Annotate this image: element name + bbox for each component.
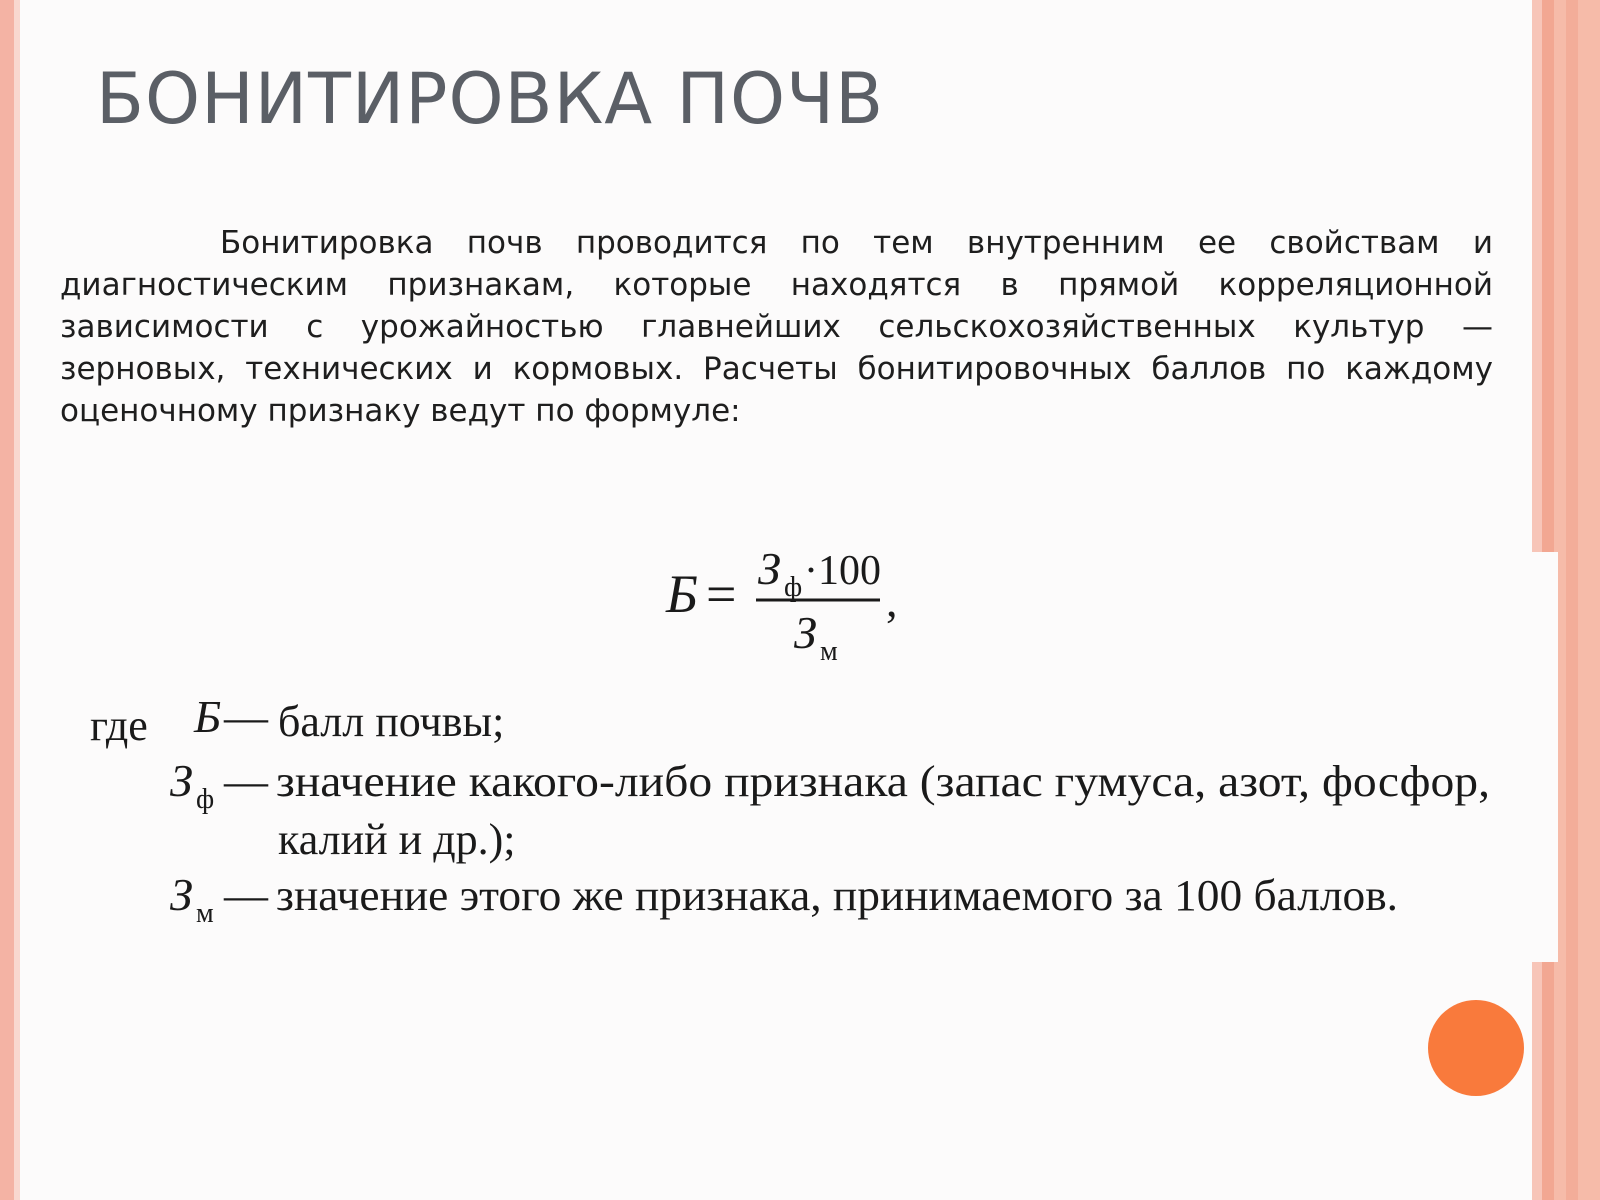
formula-numerator-sub: ф: [784, 572, 803, 603]
right-decor-stripe: [1566, 0, 1578, 1200]
legend-dash: —: [224, 757, 268, 806]
legend-dash: —: [224, 693, 268, 742]
legend-text: значение какого-либо признака (запас гумуса, азот, фосфор,: [276, 757, 1490, 806]
formula-lhs: Б: [666, 564, 698, 624]
formula-numerator-symbol: З: [758, 543, 781, 594]
legend-text-continued: калий и др.);: [278, 815, 516, 864]
legend-text: значение этого же признака, принимаемого за 100 баллов.: [276, 871, 1398, 920]
formula-numerator-rest: ·100: [804, 548, 881, 594]
legend-symbol: З: [170, 869, 193, 920]
formula-figure: [80, 540, 1540, 960]
formula-denominator-sub: м: [820, 636, 838, 667]
left-decor-stripe-inner: [14, 0, 20, 1200]
formula-trailing: ,: [886, 575, 898, 626]
legend-text: балл почвы;: [278, 697, 505, 746]
legend-where: где: [90, 701, 148, 750]
decor-orange-circle: [1428, 1000, 1524, 1096]
left-decor-stripe: [0, 0, 14, 1200]
slide-title: БОНИТИРОВКА ПОЧВ: [96, 58, 885, 140]
formula-legend: [90, 691, 1490, 929]
legend-sub: м: [196, 898, 214, 929]
formula-equals: =: [706, 564, 737, 624]
formula-denominator-symbol: З: [794, 607, 817, 658]
legend-sub: ф: [196, 784, 215, 815]
legend-dash: —: [224, 871, 268, 920]
body-paragraph: Бонитировка почв проводится по тем внутренним ее свойствам и диагностическим признакам, которые находятся в прямой корреляционной зависимости с урожайностью главнейших сельскохозяйственных культур — зерновых, технических и кормовых. Расчеты бонитировочных баллов по каждому оценочному признаку ведут по формуле:: [60, 225, 1493, 429]
legend-symbol: Б: [194, 691, 222, 742]
formula: [665, 543, 898, 667]
legend-symbol: З: [170, 755, 193, 806]
